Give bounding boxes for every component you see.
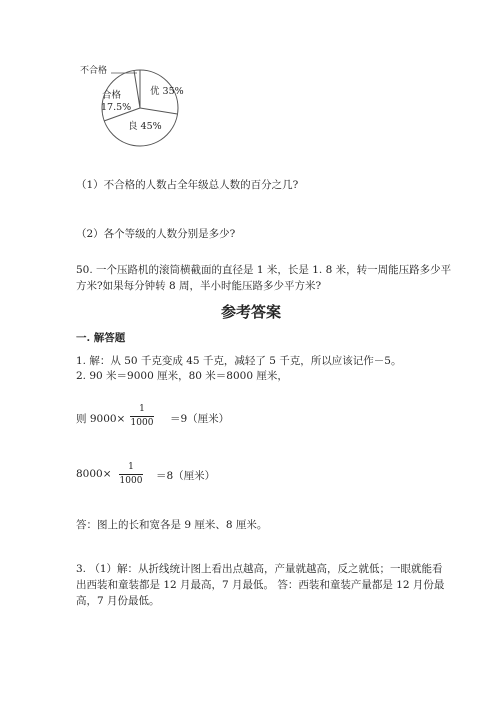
answer-title: 参考答案	[221, 303, 282, 321]
grade-pie-chart	[70, 60, 190, 155]
answer-3-line-1: 3. （1）解：从折线统计图上看出点越高，产量就越高，反之就低；一眼就能看	[76, 563, 443, 575]
calc-2-denominator: 1000	[119, 476, 143, 486]
calc-1-fraction	[130, 404, 154, 429]
calc-1-numerator: 1	[139, 404, 145, 414]
fraction-bar	[119, 474, 143, 475]
calc-1-prefix: 则 9000×	[76, 413, 126, 425]
pie-divider-right	[140, 108, 177, 114]
question-1: （1）不合格的人数占全年级总人数的百分之几?	[76, 179, 299, 191]
calc-2-numerator: 1	[128, 462, 134, 472]
pie-divider-fail	[134, 71, 140, 109]
answer-3-line-2: 出西装和童装都是 12 月最高，7 月最低。 答：西装和童装产量都是 12 月份最	[76, 579, 445, 591]
pie-label-fail: 不合格	[80, 66, 108, 76]
pie-label-good: 良 45%	[128, 121, 162, 132]
answer-1: 1. 解：从 50 千克变成 45 千克，减轻了 5 千克，所以应该记作－5。	[76, 355, 402, 367]
pie-label-pass-value: 17.5%	[101, 102, 132, 113]
calc-2-suffix: ＝8（厘米）	[156, 470, 216, 482]
section-title: 一. 解答题	[76, 332, 126, 344]
pie-label-pass: 合格	[102, 90, 122, 101]
question-2: （2）各个等级的人数分别是多少?	[76, 228, 236, 240]
calc-1-denominator: 1000	[130, 418, 154, 428]
answer-3-line-3: 高，7 月份最低。	[76, 595, 160, 607]
fraction-bar	[130, 416, 154, 417]
answer-2-conclusion: 答：图上的长和宽各是 9 厘米、8 厘米。	[76, 519, 268, 531]
pie-label-excellent: 优 35%	[150, 86, 184, 97]
calc-1-suffix: ＝9（厘米）	[170, 413, 230, 425]
question-50-line-1: 50. 一个压路机的滚筒横截面的直径是 1 米，长是 1. 8 米，转一周能压路多少平	[76, 264, 452, 276]
calc-2-fraction	[119, 462, 143, 487]
calc-2-prefix: 8000×	[76, 468, 112, 480]
answer-2: 2. 90 米＝9000 厘米，80 米＝8000 厘米，	[76, 370, 288, 382]
question-50-line-2: 方米?如果每分钟转 8 周，半小时能压路多少平方米?	[76, 280, 322, 292]
